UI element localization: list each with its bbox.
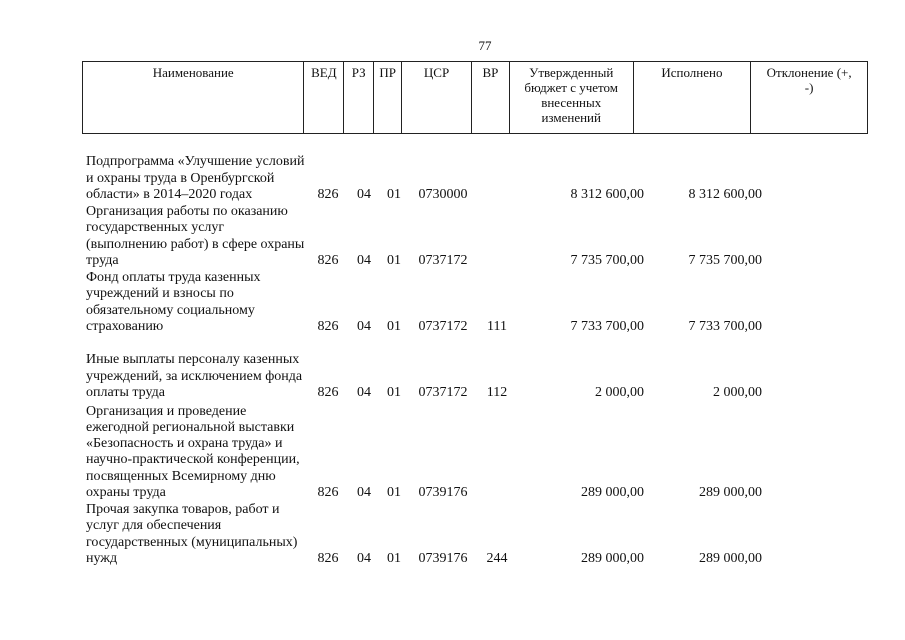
row-pr: 01 [387,318,401,334]
row-name: Прочая закупка товаров, работ и услуг для обеспечения государственных (муниципальных) нужд [86,502,298,566]
row-name: Организация и проведение ежегодной региональной выставки «Безопасность и охрана труда» и научно-практической конференции, посвященных Всемирному дню охраны труда [86,403,300,500]
table-row [86,335,866,401]
table-row [86,137,866,203]
row-csr: 0730000 [418,186,468,202]
row-ved: 826 [317,186,339,202]
row-rz: 04 [357,186,371,202]
row-rz: 04 [357,318,371,334]
row-approved: 7 733 700,00 [570,318,644,334]
row-ved: 826 [317,252,339,268]
table-row [86,401,866,501]
header-rz: РЗ [344,62,374,133]
header-executed: Исполнено [634,62,752,133]
header-csr: ЦСР [402,62,472,133]
row-name: Фонд оплаты труда казенных учреждений и взносы по обязательному социальному страхованию [86,270,261,334]
row-vr: 111 [487,318,507,334]
header-pr: ПР [374,62,402,133]
row-executed: 289 000,00 [699,550,762,566]
row-executed: 7 735 700,00 [688,252,762,268]
row-executed: 2 000,00 [713,384,762,400]
row-pr: 01 [387,186,401,202]
row-pr: 01 [387,484,401,500]
row-approved: 289 000,00 [581,550,644,566]
row-csr: 0739176 [418,550,468,566]
row-ved: 826 [317,550,339,566]
row-pr: 01 [387,384,401,400]
row-executed: 7 733 700,00 [688,318,762,334]
row-vr: 112 [486,384,508,400]
row-executed: 289 000,00 [699,484,762,500]
row-rz: 04 [357,384,371,400]
row-ved: 826 [317,318,339,334]
header-name: Наименование [83,62,304,133]
row-csr: 0737172 [418,252,468,268]
header-vr: ВР [472,62,510,133]
row-ved: 826 [317,484,339,500]
row-approved: 289 000,00 [581,484,644,500]
page-number: 77 [478,38,492,53]
row-pr: 01 [387,252,401,268]
row-approved: 8 312 600,00 [570,186,644,202]
row-pr: 01 [387,550,401,566]
header-approved: Утвержденный бюджет с учетом внесенных изменений [510,62,634,133]
table-body [86,137,866,567]
header-ved: ВЕД [304,62,344,133]
table-header [82,61,868,134]
row-vr: 244 [486,550,508,566]
row-name: Иные выплаты персоналу казенных учреждений, за исключением фонда оплаты труда [86,352,303,400]
row-ved: 826 [317,384,339,400]
row-rz: 04 [357,252,371,268]
row-executed: 8 312 600,00 [688,186,762,202]
row-rz: 04 [357,550,371,566]
table-row [86,203,866,269]
table-row [86,501,866,567]
header-deviation: Отклонение (+, -) [766,65,852,95]
row-approved: 7 735 700,00 [570,252,644,268]
row-name: Организация работы по оказанию государственных услуг (выполнению работ) в сфере охраны труда [86,204,305,268]
row-approved: 2 000,00 [595,384,644,400]
row-csr: 0737172 [418,384,468,400]
row-rz: 04 [357,484,371,500]
row-csr: 0737172 [418,318,468,334]
row-csr: 0739176 [418,484,468,500]
row-name: Подпрограмма «Улучшение условий и охраны труда в Оренбургской области» в 2014–2020 годах [86,154,305,202]
table-row [86,269,866,335]
